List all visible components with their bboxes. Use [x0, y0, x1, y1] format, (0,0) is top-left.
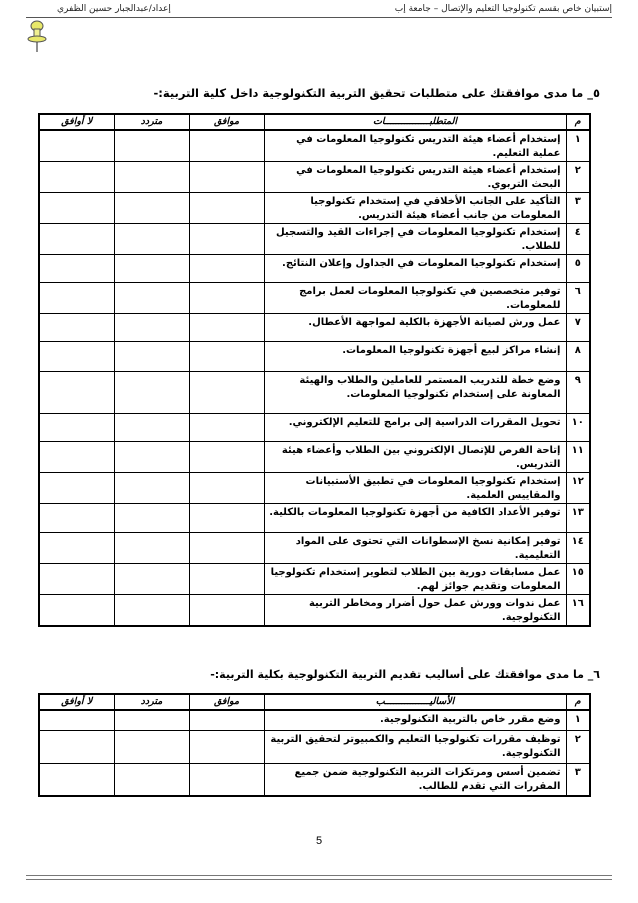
col-num-header: م	[566, 694, 590, 710]
disagree-cell[interactable]	[39, 473, 114, 504]
row-number: ٩	[566, 372, 590, 414]
agree-cell[interactable]	[189, 533, 264, 564]
disagree-cell[interactable]	[39, 162, 114, 193]
neutral-cell[interactable]	[114, 730, 189, 763]
col-agree-header: موافق	[189, 694, 264, 710]
row-statement: إستخدام تكنولوجيا المعلومات في تطبيق الأستبيانات والمقاييس العلمية.	[264, 473, 566, 504]
neutral-cell[interactable]	[114, 564, 189, 595]
agree-cell[interactable]	[189, 193, 264, 224]
table-header-row	[39, 114, 590, 130]
neutral-cell[interactable]	[114, 283, 189, 314]
row-number: ١٥	[566, 564, 590, 595]
disagree-cell[interactable]	[39, 564, 114, 595]
row-statement: تحويل المقررات الدراسية إلى برامج للتعليم الإلكتروني.	[264, 414, 566, 442]
neutral-cell[interactable]	[114, 414, 189, 442]
row-number: ٣	[566, 763, 590, 796]
disagree-cell[interactable]	[39, 414, 114, 442]
neutral-cell[interactable]	[114, 130, 189, 162]
row-statement: تضمين أسس ومرتكزات التربية التكنولوجية ضمن جميع المقررات التي تقدم للطالب.	[264, 763, 566, 796]
section-6-title: ٦_ ما مدى موافقتك على أساليب تقديم التربية التكنولوجية بكلية التربية:-	[210, 668, 600, 681]
neutral-cell[interactable]	[114, 504, 189, 533]
methods-table	[38, 693, 591, 797]
table-row	[39, 504, 590, 533]
neutral-cell[interactable]	[114, 710, 189, 730]
table-row	[39, 473, 590, 504]
footer-divider	[26, 875, 612, 880]
col-neutral-header: متردد	[114, 694, 189, 710]
neutral-cell[interactable]	[114, 533, 189, 564]
disagree-cell[interactable]	[39, 283, 114, 314]
disagree-cell[interactable]	[39, 442, 114, 473]
row-statement: عمل ورش لصيانة الأجهزة بالكلية لمواجهة الأعطال.	[264, 314, 566, 342]
agree-cell[interactable]	[189, 314, 264, 342]
table-row	[39, 414, 590, 442]
header-title: إستبيان خاص بقسم تكنولوجيا التعليم والإتصال – جامعة إب	[394, 4, 612, 14]
agree-cell[interactable]	[189, 442, 264, 473]
col-disagree-header: لا أوافق	[39, 114, 114, 130]
table-row	[39, 314, 590, 342]
row-statement: إستخدام أعضاء هيئة التدريس تكنولوجيا المعلومات في عملية التعليم.	[264, 130, 566, 162]
col-disagree-header: لا أوافق	[39, 694, 114, 710]
row-statement: توفير الأعداد الكافية من أجهزة تكنولوجيا المعلومات بالكلية.	[264, 504, 566, 533]
col-item-header: المتطلبــــــــــــــــات	[264, 114, 566, 130]
table-row	[39, 283, 590, 314]
agree-cell[interactable]	[189, 224, 264, 255]
row-statement: إستخدام تكنولوجيا المعلومات في إجراءات القيد والتسجيل للطلاب.	[264, 224, 566, 255]
neutral-cell[interactable]	[114, 342, 189, 372]
row-number: ١٤	[566, 533, 590, 564]
table-row	[39, 162, 590, 193]
neutral-cell[interactable]	[114, 473, 189, 504]
agree-cell[interactable]	[189, 342, 264, 372]
row-number: ٢	[566, 730, 590, 763]
row-statement: توفير متخصصين في تكنولوجيا المعلومات لعمل برامج للمعلومات.	[264, 283, 566, 314]
neutral-cell[interactable]	[114, 255, 189, 283]
col-agree-header: موافق	[189, 114, 264, 130]
table-row	[39, 193, 590, 224]
header-divider	[26, 17, 612, 18]
disagree-cell[interactable]	[39, 372, 114, 414]
agree-cell[interactable]	[189, 255, 264, 283]
col-item-header: الأساليــــــــــــــــب	[264, 694, 566, 710]
row-statement: التأكيد على الجانب الأخلاقي في إستخدام تكنولوجيا المعلومات من جانب أعضاء هيئة التدريس.	[264, 193, 566, 224]
row-statement: عمل ندوات وورش عمل حول أضرار ومخاطر التربية التكنولوجية.	[264, 595, 566, 627]
row-number: ٥	[566, 255, 590, 283]
col-neutral-header: متردد	[114, 114, 189, 130]
neutral-cell[interactable]	[114, 162, 189, 193]
table-row	[39, 130, 590, 162]
neutral-cell[interactable]	[114, 763, 189, 796]
disagree-cell[interactable]	[39, 595, 114, 627]
row-number: ٦	[566, 283, 590, 314]
neutral-cell[interactable]	[114, 314, 189, 342]
agree-cell[interactable]	[189, 564, 264, 595]
row-statement: وضع خطة للتدريب المستمر للعاملين والطلاب والهيئة المعاونة على إستخدام تكنولوجيا المعلومات.	[264, 372, 566, 414]
neutral-cell[interactable]	[114, 595, 189, 627]
disagree-cell[interactable]	[39, 504, 114, 533]
table-row	[39, 442, 590, 473]
row-statement: إستخدام تكنولوجيا المعلومات في الجداول وإعلان النتائج.	[264, 255, 566, 283]
row-number: ١٣	[566, 504, 590, 533]
row-statement: إتاحة الفرص للإتصال الإلكتروني بين الطلاب وأعضاء هيئة التدريس.	[264, 442, 566, 473]
neutral-cell[interactable]	[114, 372, 189, 414]
table-row	[39, 595, 590, 627]
pushpin-icon	[26, 19, 48, 53]
table-row	[39, 255, 590, 283]
row-statement: توفير إمكانية نسخ الإسطوانات التي تحتوى على المواد التعليمية.	[264, 533, 566, 564]
row-number: ٣	[566, 193, 590, 224]
row-number: ١	[566, 710, 590, 730]
row-number: ١١	[566, 442, 590, 473]
disagree-cell[interactable]	[39, 193, 114, 224]
agree-cell[interactable]	[189, 414, 264, 442]
table-row	[39, 342, 590, 372]
requirements-table	[38, 113, 591, 627]
row-number: ٧	[566, 314, 590, 342]
neutral-cell[interactable]	[114, 442, 189, 473]
agree-cell[interactable]	[189, 763, 264, 796]
disagree-cell[interactable]	[39, 130, 114, 162]
agree-cell[interactable]	[189, 504, 264, 533]
neutral-cell[interactable]	[114, 193, 189, 224]
table-row	[39, 763, 590, 796]
col-num-header: م	[566, 114, 590, 130]
row-number: ١	[566, 130, 590, 162]
disagree-cell[interactable]	[39, 710, 114, 730]
disagree-cell[interactable]	[39, 730, 114, 763]
disagree-cell[interactable]	[39, 342, 114, 372]
row-statement: عمل مسابقات دورية بين الطلاب لتطوير إستخدام تكنولوجيا المعلومات وتقديم جوائز لهم.	[264, 564, 566, 595]
row-number: ٢	[566, 162, 590, 193]
disagree-cell[interactable]	[39, 763, 114, 796]
agree-cell[interactable]	[189, 595, 264, 627]
agree-cell[interactable]	[189, 372, 264, 414]
row-number: ١٠	[566, 414, 590, 442]
table-row	[39, 224, 590, 255]
agree-cell[interactable]	[189, 162, 264, 193]
disagree-cell[interactable]	[39, 314, 114, 342]
page-number: 5	[315, 835, 323, 847]
disagree-cell[interactable]	[39, 224, 114, 255]
row-statement: توظيف مقررات تكنولوجيا التعليم والكمبيوتر لتحقيق التربية التكنولوجية.	[264, 730, 566, 763]
table-row	[39, 710, 590, 730]
agree-cell[interactable]	[189, 283, 264, 314]
agree-cell[interactable]	[189, 730, 264, 763]
table-row	[39, 533, 590, 564]
table-row	[39, 372, 590, 414]
row-statement: إنشاء مراكز لبيع أجهزة تكنولوجيا المعلومات.	[264, 342, 566, 372]
table-header-row	[39, 694, 590, 710]
row-number: ١٦	[566, 595, 590, 627]
neutral-cell[interactable]	[114, 224, 189, 255]
agree-cell[interactable]	[189, 710, 264, 730]
disagree-cell[interactable]	[39, 533, 114, 564]
row-number: ٤	[566, 224, 590, 255]
row-number: ٨	[566, 342, 590, 372]
header-author: إعداد/عبدالجبار حسين الظفري	[57, 4, 171, 14]
table-row	[39, 730, 590, 763]
row-statement: إستخدام أعضاء هيئة التدريس تكنولوجيا المعلومات في البحث التربوي.	[264, 162, 566, 193]
table-row	[39, 564, 590, 595]
section-5-title: ٥_ ما مدى موافقتك على متطلبات تحقيق التربية التكنولوجية داخل كلية التربية:-	[153, 86, 600, 100]
row-number: ١٢	[566, 473, 590, 504]
agree-cell[interactable]	[189, 473, 264, 504]
disagree-cell[interactable]	[39, 255, 114, 283]
agree-cell[interactable]	[189, 130, 264, 162]
row-statement: وضع مقرر خاص بالتربية التكنولوجية.	[264, 710, 566, 730]
